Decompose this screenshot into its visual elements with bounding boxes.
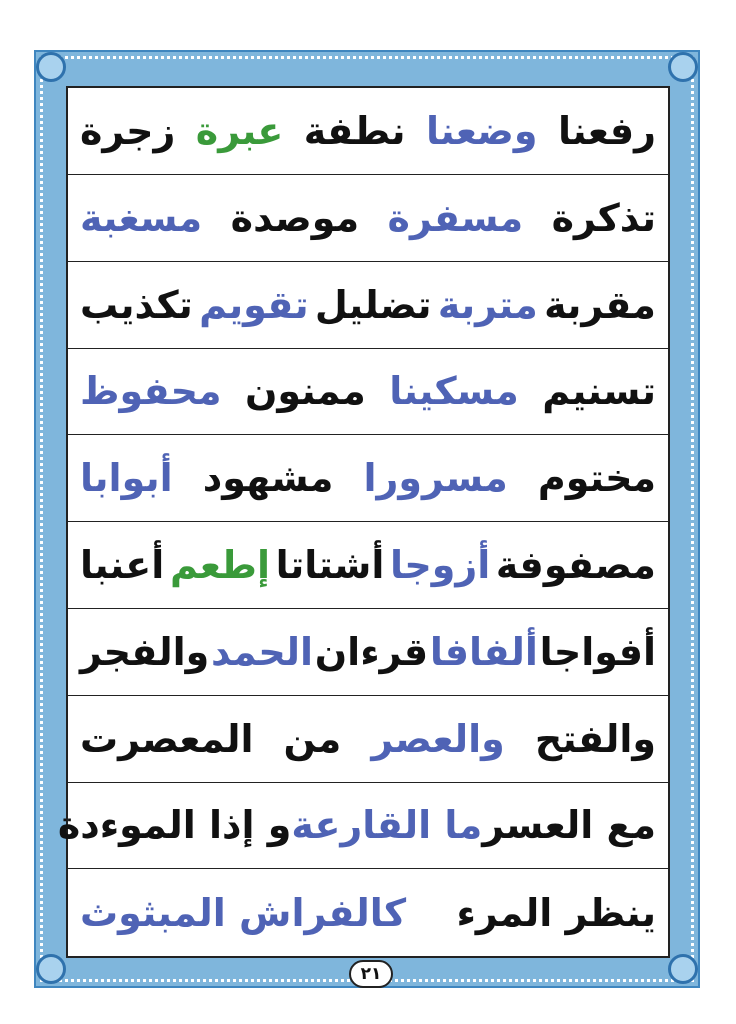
- corner-ornament-top-right: [668, 52, 698, 82]
- arabic-word: مشهود: [202, 456, 334, 501]
- arabic-word: مسغبة: [80, 195, 203, 240]
- arabic-word: والعصر: [371, 716, 505, 761]
- arabic-word: قرءان: [314, 629, 429, 674]
- arabic-word: مصفوفة: [495, 543, 656, 587]
- word-row: [68, 175, 668, 262]
- arabic-word: أعنبا: [80, 543, 165, 587]
- arabic-word: الحمد: [210, 629, 314, 674]
- word-row: [68, 88, 668, 175]
- arabic-word: أزوجا: [390, 543, 491, 587]
- arabic-word: ينظر المرء: [456, 890, 656, 935]
- arabic-word: مع العسر: [482, 803, 656, 848]
- arabic-word: موصدة: [230, 195, 360, 240]
- arabic-word: ألفافا: [429, 629, 538, 674]
- word-row: [57, 782, 668, 869]
- corner-ornament-top-left: [36, 52, 66, 82]
- arabic-word: وضعنا: [425, 109, 538, 153]
- arabic-word: نطفة: [303, 109, 406, 153]
- corner-ornament-bottom-right: [668, 954, 698, 984]
- arabic-word: متربة: [437, 282, 538, 327]
- arabic-word: و إذا الموءدة: [57, 803, 292, 848]
- arabic-word: من: [283, 716, 342, 761]
- arabic-word: مختوم: [537, 456, 656, 501]
- arabic-word: عبرة: [195, 109, 284, 153]
- word-row: [68, 869, 668, 956]
- arabic-word: والفتح: [534, 716, 656, 761]
- arabic-word: محفوظ: [80, 369, 222, 414]
- arabic-word: أفواجا: [539, 629, 656, 674]
- arabic-word: مسكينا: [389, 369, 519, 414]
- word-table: [57, 86, 670, 958]
- arabic-word: تذكرة: [551, 195, 656, 240]
- arabic-word: تضليل: [314, 282, 432, 327]
- arabic-word: والفجر: [80, 629, 210, 674]
- arabic-word: زجرة: [80, 109, 176, 153]
- corner-ornament-bottom-left: [36, 954, 66, 984]
- arabic-word: تقويم: [199, 282, 309, 327]
- arabic-word: كالفراش المبثوث: [80, 890, 407, 935]
- arabic-word: ما القارعة: [291, 803, 483, 848]
- arabic-word: المعصرت: [80, 716, 254, 761]
- arabic-word: مسفرة: [387, 195, 524, 240]
- arabic-word: إطعم: [169, 543, 271, 587]
- arabic-word: مسرورا: [363, 456, 508, 501]
- word-row: [68, 435, 668, 522]
- arabic-word: تسنيم: [542, 369, 656, 414]
- arabic-word: مقربة: [544, 282, 656, 327]
- word-row: [68, 262, 668, 349]
- word-row: [68, 696, 668, 783]
- word-row: [68, 609, 668, 696]
- arabic-word: أشتاتا: [275, 543, 385, 587]
- word-row: [68, 522, 668, 609]
- page-number: ٢١: [349, 960, 393, 988]
- arabic-word: تكذيب: [80, 282, 193, 327]
- arabic-word: رفعنا: [557, 109, 656, 153]
- word-row: [68, 348, 668, 435]
- arabic-word: ممنون: [244, 369, 366, 414]
- arabic-word: أبوابا: [80, 456, 173, 501]
